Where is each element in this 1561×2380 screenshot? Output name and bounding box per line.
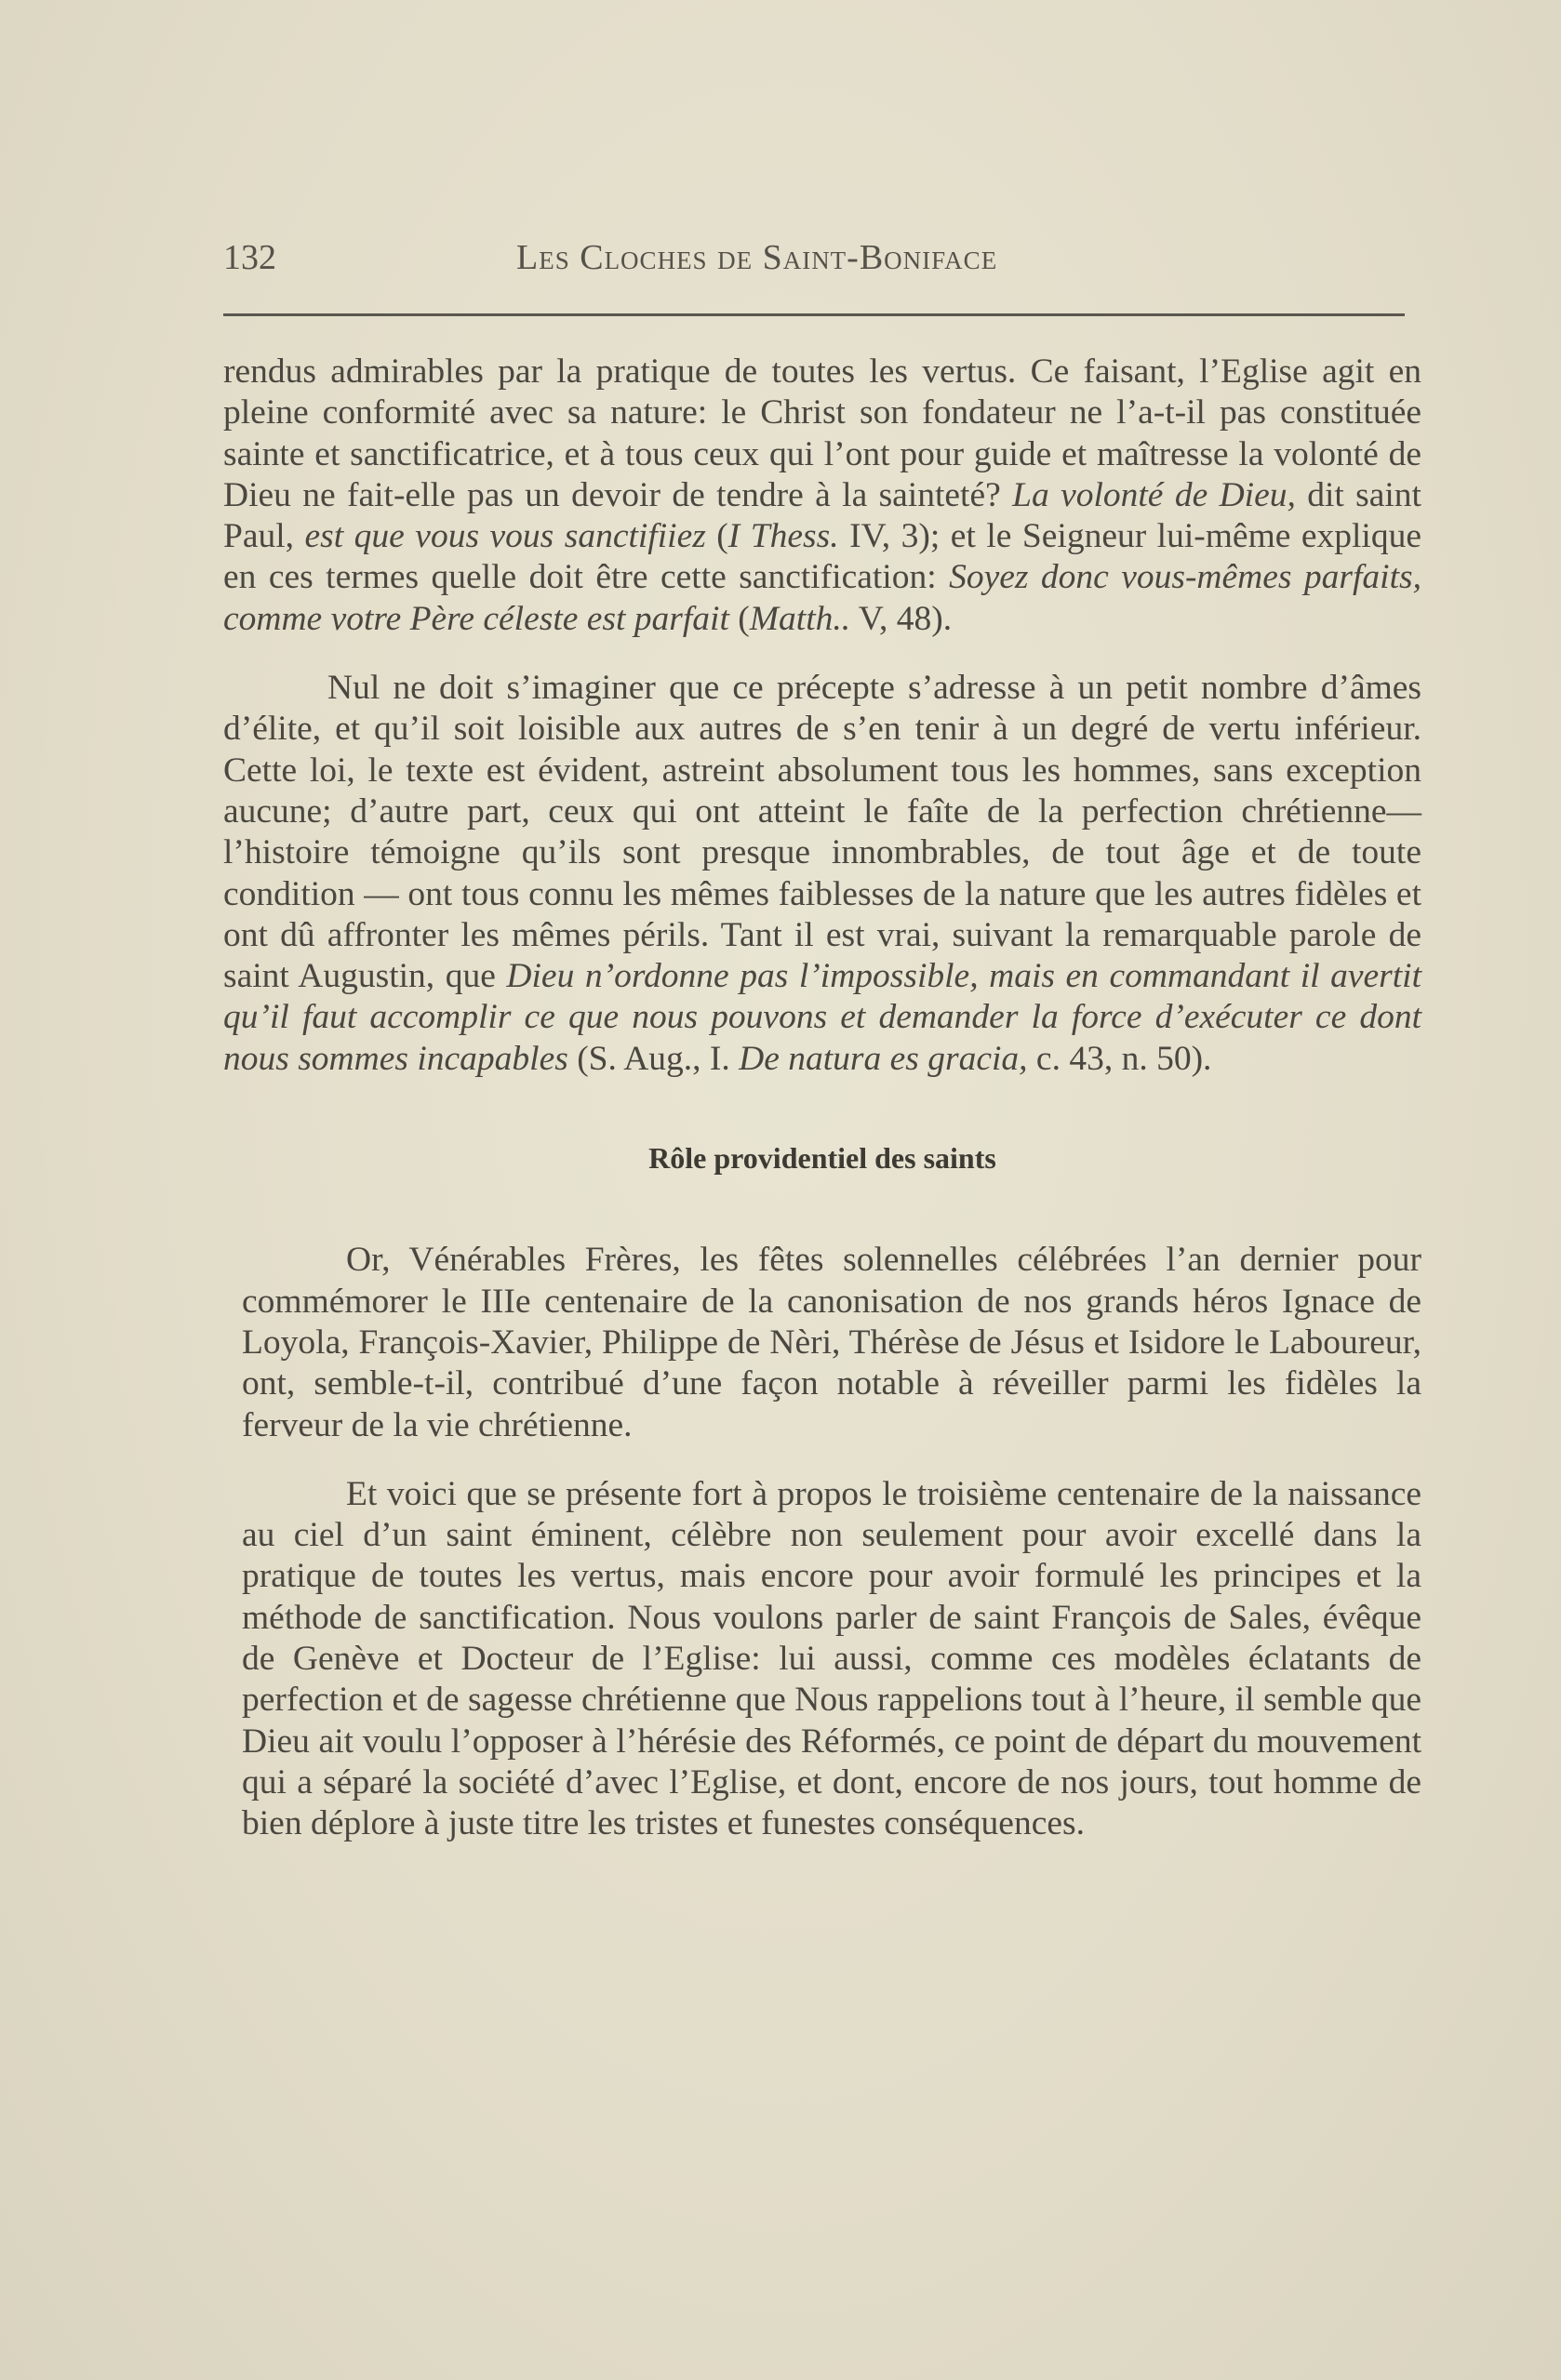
italic-text: Soyez donc vous-mêmes parfaits, comme votre Père céleste est parfait: [223, 558, 1421, 638]
body-text: [223, 352, 1421, 1845]
italic-text: Matth..: [749, 599, 851, 638]
text-run: dit saint Paul,: [223, 475, 1421, 556]
running-title: Les Cloches de Saint-Boniface: [516, 238, 998, 277]
italic-text: La volonté de Dieu,: [1012, 475, 1296, 514]
text-run: Or, Vénérables Frères, les fêtes solennelles célébrées l’an dernier pour commémorer le IIIe centenaire de la canonisation de nos grands héros Ignace de Loyola, François-Xavier, Philippe de Nèri, Thérèse de Jésus et Isidore le Laboureur, ont, semble-t-il, contribué d’une façon notable à réveiller parmi les fidèles la ferveur de la vie chrétienne.: [242, 1241, 1421, 1444]
italic-text: De natura es gracia,: [739, 1039, 1028, 1078]
text-run: rendus admirables par la pratique de toutes les vertus. Ce faisant, l’Eglise agit en pleine conformité avec sa nature: le Christ son fondateur ne l’a-t-il pas constituée sainte et sanctificatrice, et à tous ceux qui l’ont pour guide et maîtresse la volonté de Dieu ne fait-elle pas un devoir de tendre à la sainteté?: [223, 352, 1421, 514]
paragraph-1: [223, 352, 1421, 640]
italic-text: Dieu n’ordonne pas l’impossible, mais en commandant il avertit qu’il faut accomplir ce que nous pouvons et demander la force d’exécuter ce dont nous sommes incapables: [223, 957, 1421, 1078]
text-run: (: [705, 517, 728, 556]
paragraph-2: [223, 668, 1421, 1080]
text-run: IV, 3); et le Seigneur lui-même explique en ces termes quelle doit être cette sanctification:: [223, 517, 1421, 597]
page-number: 132: [223, 238, 276, 277]
paragraph-3: [242, 1240, 1421, 1445]
italic-text: I Thess.: [727, 517, 839, 556]
text-run: V, 48).: [850, 599, 953, 638]
text-run: (: [728, 599, 750, 638]
text-run: Nul ne doit s’imaginer que ce précepte s’adresse à un petit nombre d’âmes d’élite, et qu’il soit loisible aux autres de s’en tenir à un degré de vertu inférieur. Cette loi, le texte est évident, astreint absolument tous les hommes, sans exception aucune; d’autre part, ceux qui ont atteint le faîte de la perfection chrétienne—l’histoire témoigne qu’ils sont presque innombrables, de tout âge et de toute condition — ont tous connu les mêmes faiblesses de la nature que les autres fidèles et ont dû affronter les mêmes périls. Tant il est vrai, suivant la remarquable parole de saint Augustin, que: [223, 669, 1421, 996]
italic-text: est que vous vous sanctifiiez: [304, 517, 706, 556]
header-rule: [223, 313, 1405, 316]
second-block: [242, 1240, 1421, 1844]
text-run: (S. Aug., I.: [567, 1039, 740, 1078]
paragraph-4: [242, 1474, 1421, 1845]
text-run: Et voici que se présente fort à propos le troisième centenaire de la naissance au ciel d’un saint éminent, célèbre non seulement pour avoir excellé dans la pratique de toutes les vertus, mais encore pour avoir formulé les principes et la méthode de sanctification. Nous voulons parler de saint François de Sales, évêque de Genève et Docteur de l’Eglise: lui aussi, comme ces modèles éclatants de perfection et de sagesse chrétienne que Nous rappelions tout à l’heure, il semble que Dieu ait voulu l’opposer à l’hérésie des Réformés, ce point de départ du mouvement qui a séparé la société d’avec l’Eglise, et dont, encore de nos jours, tout homme de bien déplore à juste titre les tristes et funestes conséquences.: [242, 1474, 1421, 1843]
text-run: c. 43, n. 50).: [1027, 1039, 1212, 1078]
section-heading: Rôle providentiel des saints: [648, 1141, 996, 1176]
running-head: [223, 237, 1423, 293]
